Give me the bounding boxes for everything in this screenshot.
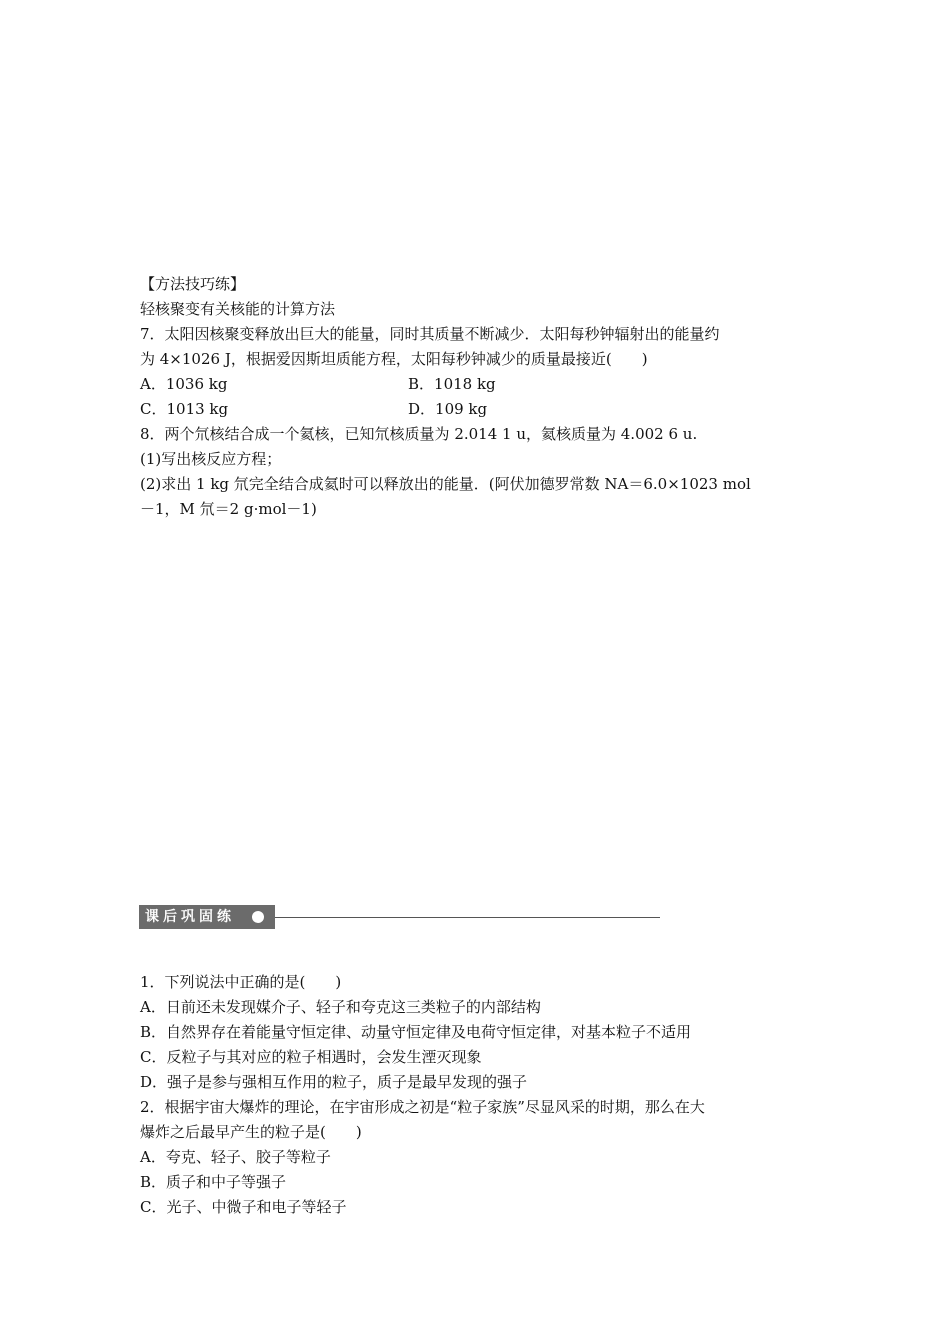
question-7-options-row-1 — [140, 372, 800, 397]
question-2 — [140, 1095, 800, 1220]
question-7-stem-line-2: 为 4×1026 J，根据爱因斯坦质能方程，太阳每秒钟减少的质量最接近( ) — [140, 350, 648, 368]
question-1-option-d: D．强子是参与强相互作用的粒子，质子是最早发现的强子 — [140, 1073, 528, 1091]
question-7-option-d: D．109 kg — [408, 400, 488, 418]
question-7-option-c: C．1013 kg — [140, 400, 229, 418]
question-7-option-a: A．1036 kg — [140, 375, 228, 393]
question-1-stem: 1．下列说法中正确的是( ) — [140, 973, 342, 991]
after-class-banner — [139, 905, 524, 929]
after-class-banner-text: 课后巩固练 — [145, 909, 235, 925]
question-1-option-b: B．自然界存在着能量守恒定律、动量守恒定律及电荷守恒定律，对基本粒子不适用 — [140, 1023, 692, 1041]
question-2-option-a: A．夸克、轻子、胶子等粒子 — [140, 1148, 331, 1166]
question-2-option-b: B．质子和中子等强子 — [140, 1173, 287, 1191]
question-8-part-2-line-1: (2)求出 1 kg 氘完全结合成氦时可以释放出的能量．(阿伏加德罗常数 NA＝6.0×1023 mol — [140, 475, 751, 493]
question-1-option-a: A．日前还未发现媒介子、轻子和夸克这三类粒子的内部结构 — [140, 998, 541, 1016]
question-8-stem: 8．两个氘核结合成一个氦核，已知氘核质量为 2.014 1 u，氦核质量为 4.002 6 u. — [140, 425, 698, 443]
question-8-part-2-line-2: －1，M 氘＝2 g·mol－1) — [140, 500, 317, 518]
after-class-section — [140, 970, 800, 1220]
method-practice-section — [140, 272, 800, 522]
question-2-option-c: C．光子、中微子和电子等轻子 — [140, 1198, 347, 1216]
question-2-stem-line-1: 2．根据宇宙大爆炸的理论，在宇宙形成之初是“粒子家族”尽显风采的时期，那么在大 — [140, 1098, 705, 1116]
question-1 — [140, 970, 800, 1095]
question-8 — [140, 422, 800, 522]
question-2-stem-line-2: 爆炸之后最早产生的粒子是( ) — [140, 1123, 362, 1141]
question-7-stem-line-1: 7．太阳因核聚变释放出巨大的能量，同时其质量不断减少．太阳每秒钟辐射出的能量约 — [140, 325, 720, 343]
question-7-options-row-2 — [140, 397, 800, 422]
banner-divider — [275, 917, 660, 918]
question-7-option-b: B．1018 kg — [408, 375, 496, 393]
question-7 — [140, 322, 800, 422]
section-heading: 【方法技巧练】 — [140, 275, 246, 293]
question-1-option-c: C．反粒子与其对应的粒子相遇时，会发生湮灭现象 — [140, 1048, 482, 1066]
question-8-part-1: (1)写出核反应方程； — [140, 450, 282, 468]
section-subheading: 轻核聚变有关核能的计算方法 — [140, 300, 336, 318]
bullet-dot-icon — [252, 911, 264, 923]
